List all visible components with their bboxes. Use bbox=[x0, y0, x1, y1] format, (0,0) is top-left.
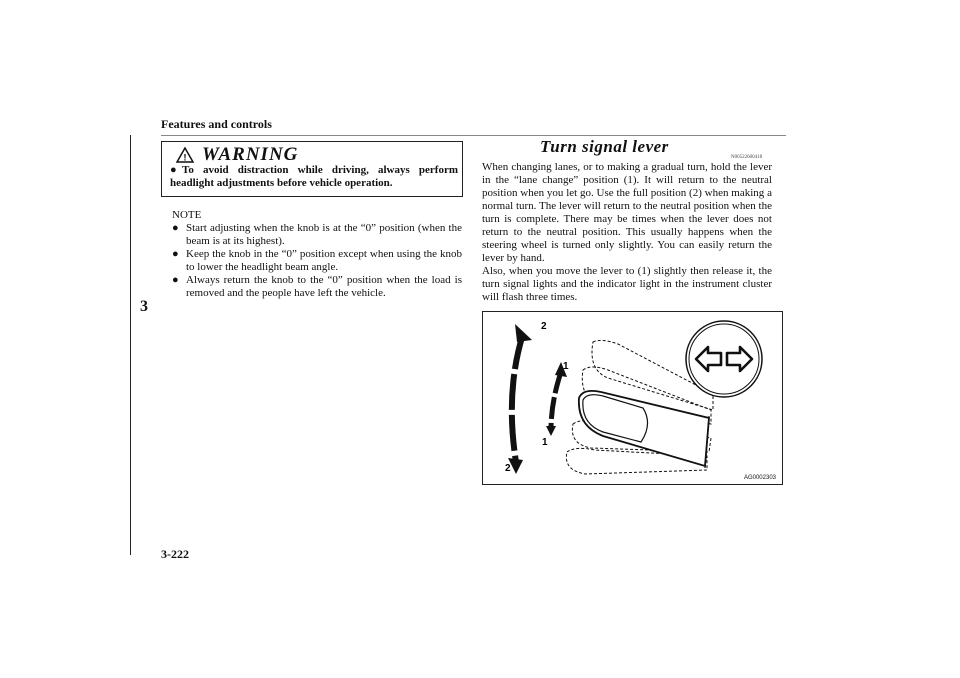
bullet-icon: ● bbox=[172, 248, 179, 260]
figure-code: AG0002303 bbox=[743, 475, 776, 481]
bullet-icon: ● bbox=[170, 164, 177, 176]
chapter-tab: 3 bbox=[140, 298, 148, 315]
page-number: 3-222 bbox=[161, 547, 189, 561]
note-text: Keep the knob in the “0” position except when using the knob to lower the headlight beam angle. bbox=[186, 248, 462, 273]
chapter-tab-line bbox=[130, 135, 131, 555]
lane-change-arc bbox=[551, 372, 561, 430]
turn-signal-lever-illustration bbox=[483, 312, 782, 484]
full-position-arc bbox=[512, 334, 523, 462]
note-text: Always return the knob to the “0” position when the load is removed and the people have left the vehicle. bbox=[186, 274, 462, 299]
arrow-up-icon bbox=[515, 324, 532, 342]
section-body bbox=[482, 161, 772, 304]
warning-text: To avoid distraction while driving, always perform headlight adjustments before vehicle operation. bbox=[170, 164, 458, 189]
bullet-icon: ● bbox=[172, 222, 179, 234]
bullet-icon: ● bbox=[172, 274, 179, 286]
warning-header bbox=[176, 144, 298, 166]
note-item bbox=[172, 274, 462, 300]
label-lane-top: 1 bbox=[563, 361, 569, 372]
note-list bbox=[172, 222, 462, 300]
running-header: Features and controls bbox=[161, 117, 272, 131]
note-text: Start adjusting when the knob is at the “0” position (when the beam is at its highest). bbox=[186, 222, 462, 247]
turn-signal-figure bbox=[482, 311, 783, 485]
header-rule bbox=[161, 135, 786, 136]
section-title: Turn signal lever bbox=[540, 137, 669, 156]
note-item bbox=[172, 248, 462, 274]
note-label: NOTE bbox=[172, 209, 202, 221]
svg-text:!: ! bbox=[183, 152, 187, 163]
warning-triangle-icon bbox=[176, 147, 194, 163]
label-full-top: 2 bbox=[541, 321, 547, 332]
arrow-down-icon bbox=[546, 426, 556, 436]
section-code: N00522600418 bbox=[731, 155, 763, 160]
label-full-bottom: 2 bbox=[505, 463, 511, 474]
body-paragraph: When changing lanes, or to making a gradual turn, hold the lever in the “lane change” position (1). It will return to the neutral position when you let go. Use the full position (2) when making a normal turn. The lever will return to the neutral position when the turn is complete. There may be times when the lever does not return to the neutral position. This usually happens when the steering wheel is turned only slightly. You can easily return the lever by hand. bbox=[482, 161, 772, 264]
label-lane-bottom: 1 bbox=[542, 437, 548, 448]
warning-item bbox=[170, 164, 458, 190]
note-item bbox=[172, 222, 462, 248]
body-paragraph: Also, when you move the lever to (1) slightly then release it, the turn signal lights and the indicator light in the instrument cluster will flash three times. bbox=[482, 265, 772, 303]
warning-title: WARNING bbox=[202, 144, 299, 165]
warning-box bbox=[161, 141, 463, 197]
